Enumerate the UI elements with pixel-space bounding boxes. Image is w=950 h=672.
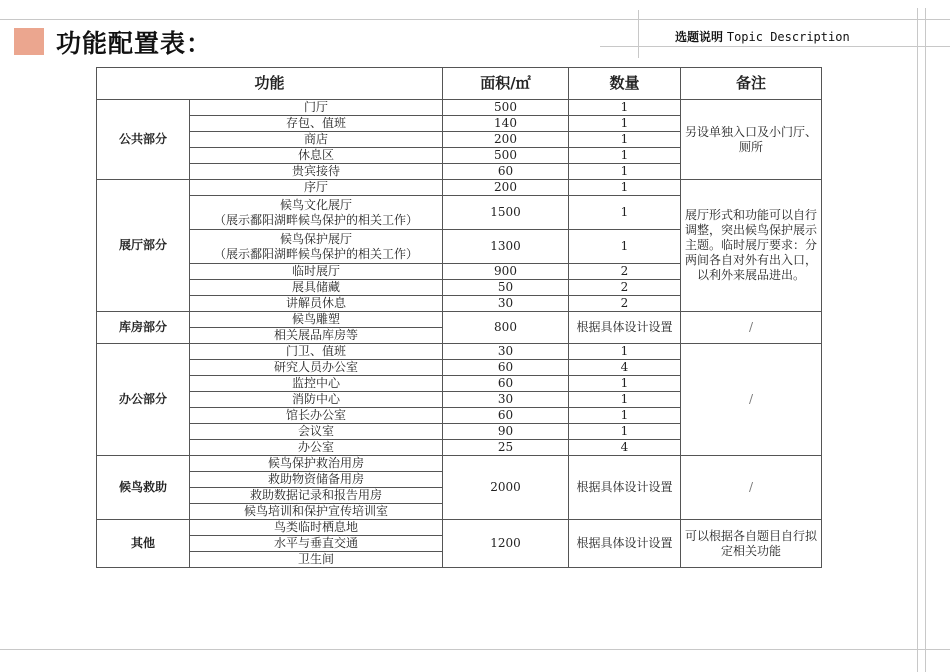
- function-line-sub: （展示鄱阳湖畔候鸟保护的相关工作）: [213, 212, 418, 227]
- area-cell: 140: [443, 116, 569, 132]
- note-cell: 展厅形式和功能可以自行调整，突出候鸟保护展示主题。临时展厅要求：分两间各自对外有出入口，以利外来展品进出。: [681, 180, 822, 312]
- bottom-rule-line: [0, 649, 950, 650]
- qty-cell: 1: [569, 344, 681, 360]
- top-rule-line: [0, 19, 950, 20]
- note-cell: /: [681, 456, 822, 520]
- area-cell: 500: [443, 148, 569, 164]
- function-cell: 休息区: [190, 148, 443, 164]
- area-cell: 60: [443, 360, 569, 376]
- qty-cell: 1: [569, 148, 681, 164]
- group-name: 办公部分: [97, 344, 190, 456]
- function-cell: 候鸟雕塑: [190, 312, 443, 328]
- function-cell: 相关展品库房等: [190, 328, 443, 344]
- note-cell: 另设单独入口及小门厅、厕所: [681, 100, 822, 180]
- header-note: 备注: [681, 68, 822, 100]
- function-cell: 消防中心: [190, 392, 443, 408]
- table-row: [97, 456, 822, 472]
- function-cell: 馆长办公室: [190, 408, 443, 424]
- function-cell: 会议室: [190, 424, 443, 440]
- table-row: [97, 344, 822, 360]
- qty-cell: 2: [569, 296, 681, 312]
- function-cell: 候鸟培训和保护宣传培训室: [190, 504, 443, 520]
- area-cell: 900: [443, 264, 569, 280]
- area-cell: 60: [443, 408, 569, 424]
- qty-cell: 1: [569, 230, 681, 264]
- qty-cell: 1: [569, 392, 681, 408]
- function-line: 候鸟文化展厅: [279, 197, 352, 212]
- header-quantity: 数量: [569, 68, 681, 100]
- function-line: 候鸟保护展厅: [279, 231, 352, 246]
- area-cell: 60: [443, 376, 569, 392]
- topic-cn: 选题说明: [675, 30, 724, 44]
- qty-cell: 1: [569, 196, 681, 230]
- top-rule-line-short: [600, 46, 950, 47]
- area-cell: 200: [443, 132, 569, 148]
- qty-cell: 1: [569, 132, 681, 148]
- note-cell: 可以根据各自题目自行拟定相关功能: [681, 520, 822, 568]
- group-name: 展厅部分: [97, 180, 190, 312]
- area-cell: 1500: [443, 196, 569, 230]
- area-cell: 30: [443, 392, 569, 408]
- qty-cell: 1: [569, 164, 681, 180]
- group-name: 库房部分: [97, 312, 190, 344]
- area-cell: 500: [443, 100, 569, 116]
- function-cell: 卫生间: [190, 552, 443, 568]
- function-cell: 鸟类临时栖息地: [190, 520, 443, 536]
- function-cell: 研究人员办公室: [190, 360, 443, 376]
- qty-cell: 1: [569, 424, 681, 440]
- qty-cell: 根据具体设计设置: [569, 312, 681, 344]
- function-cell: 救助数据记录和报告用房: [190, 488, 443, 504]
- note-cell: /: [681, 312, 822, 344]
- area-cell: 30: [443, 296, 569, 312]
- qty-cell: 根据具体设计设置: [569, 456, 681, 520]
- function-cell: 序厅: [190, 180, 443, 196]
- function-cell: 商店: [190, 132, 443, 148]
- qty-cell: 4: [569, 360, 681, 376]
- area-cell: 60: [443, 164, 569, 180]
- area-cell: 800: [443, 312, 569, 344]
- qty-cell: 1: [569, 180, 681, 196]
- area-cell: 90: [443, 424, 569, 440]
- qty-cell: 1: [569, 408, 681, 424]
- function-cell: 候鸟保护救治用房: [190, 456, 443, 472]
- function-cell: 存包、值班: [190, 116, 443, 132]
- area-cell: 2000: [443, 456, 569, 520]
- right-vertical-line: [917, 8, 918, 672]
- qty-cell: 2: [569, 280, 681, 296]
- area-cell: 1300: [443, 230, 569, 264]
- qty-cell: 1: [569, 376, 681, 392]
- area-cell: 30: [443, 344, 569, 360]
- function-cell: 监控中心: [190, 376, 443, 392]
- page-title: 功能配置表：: [56, 29, 213, 58]
- table-row: [97, 100, 822, 116]
- function-cell: 门卫、值班: [190, 344, 443, 360]
- function-cell: 救助物资储备用房: [190, 472, 443, 488]
- qty-cell: 根据具体设计设置: [569, 520, 681, 568]
- group-name: 公共部分: [97, 100, 190, 180]
- table-row: [97, 520, 822, 536]
- note-cell: /: [681, 344, 822, 456]
- qty-cell: 1: [569, 100, 681, 116]
- function-cell: [190, 196, 443, 230]
- header-divider: [638, 10, 639, 58]
- topic-en: Topic Description: [726, 30, 850, 44]
- area-cell: 200: [443, 180, 569, 196]
- title-accent-square: [14, 28, 44, 55]
- table-row: [97, 312, 822, 328]
- area-cell: 25: [443, 440, 569, 456]
- function-cell: 讲解员休息: [190, 296, 443, 312]
- function-cell: 办公室: [190, 440, 443, 456]
- function-cell: 展具储藏: [190, 280, 443, 296]
- area-cell: 50: [443, 280, 569, 296]
- table-row: [97, 180, 822, 196]
- function-cell: 贵宾接待: [190, 164, 443, 180]
- function-config-table: [96, 67, 822, 568]
- header-area: 面积/㎡: [443, 68, 569, 100]
- function-cell: 门厅: [190, 100, 443, 116]
- function-cell: 水平与垂直交通: [190, 536, 443, 552]
- qty-cell: 1: [569, 116, 681, 132]
- right-vertical-line-2: [925, 8, 926, 672]
- group-name: 候鸟救助: [97, 456, 190, 520]
- topic-label: [675, 28, 850, 45]
- qty-cell: 4: [569, 440, 681, 456]
- function-cell: [190, 230, 443, 264]
- area-cell: 1200: [443, 520, 569, 568]
- group-name: 其他: [97, 520, 190, 568]
- header-function: 功能: [97, 68, 443, 100]
- function-line-sub: （展示鄱阳湖畔候鸟保护的相关工作）: [213, 246, 418, 261]
- function-cell: 临时展厅: [190, 264, 443, 280]
- qty-cell: 2: [569, 264, 681, 280]
